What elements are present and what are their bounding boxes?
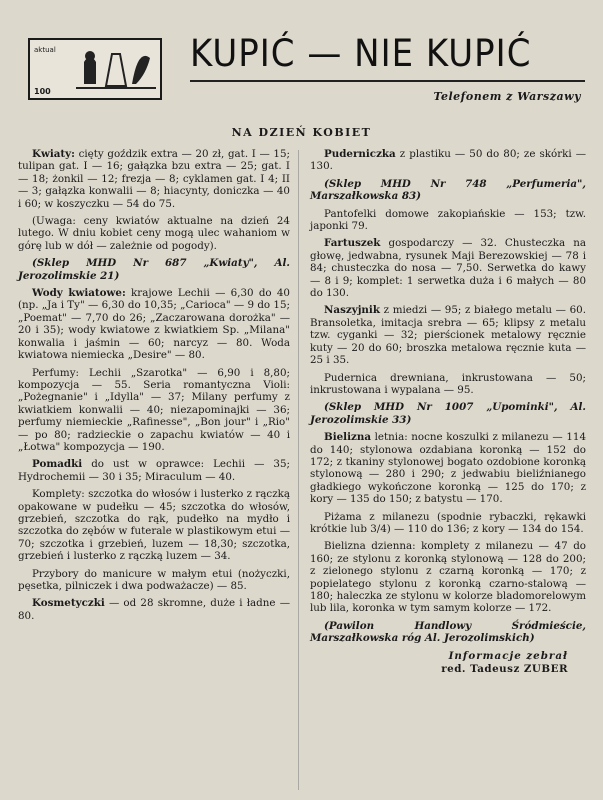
paragraph-text: Piżama z milanezu (spodnie rybaczki, rękawki krótkie lub 3/4) — 110 do 136; z kory — 134 do 154.	[310, 510, 586, 535]
article-paragraph	[18, 597, 290, 622]
article-paragraph	[18, 488, 290, 562]
paragraph-text: krajowe Lechii — 6,30 do 40 (np. „Ja i Ty" — 6,30 do 10,35; „Carioca" — 9 do 15; „Poemat" — 7,70 do 26; „Zaczarowana dorożka" — 20 i 35); wody kwiatowe z kwiatkiem Sp. „Milana" konwalia i jaśmin — 60; narcyz — 80. Woda kwiatowa niemiecka „Desire" — 80.	[18, 287, 290, 362]
byline: Telefonem z Warszawy	[433, 90, 581, 103]
paragraph-text: Przybory do manicure w małym etui (nożyczki, pęsetka, pilniczek i dwa podważacze) — 85.	[18, 567, 290, 592]
paragraph-text: (Uwaga: ceny kwiatów aktualne na dzień 24 lutego. W dniu kobiet ceny mogą ulec wahaniom w górę lub w dół — zależnie od pogody).	[18, 215, 290, 252]
left-column	[18, 148, 290, 627]
article-paragraph	[310, 237, 586, 299]
paragraph-text: Pudernica drewniana, inkrustowana — 50; inkrustowana i wypalana — 95.	[310, 371, 586, 396]
article-paragraph	[18, 287, 290, 361]
logo-illustration-icon	[76, 44, 156, 92]
paragraph-lead: Kwiaty:	[32, 148, 75, 160]
article-paragraph	[18, 215, 290, 252]
paragraph-lead: Naszyjnik	[324, 304, 380, 317]
paragraph-text: Perfumy: Lechii „Szarotka" — 6,90 i 8,80; kompozycja — 55. Seria romantyczna Violi: „Pożegnanie" i „Idylla" — 37; Milany perfumy z kwiatkiem konwalii — 40; niezapominajki — 36; perfumy niemieckie „Rafinesse", „Bon jour" i „Rio" — po 80; radzieckie o zapachu kwiatów — 40 i „Łotwa" kompozycja — 190.	[18, 366, 290, 453]
paragraph-text: cięty goździk extra — 20 zł, gat. I — 15; tulipan gat. I — 16; gałązka bzu extra — 25; gat. I — 18; żonkil — 12; frezja — 8; cyklamen gat. I 4; II — 3; gałązka konwalii — 8; hiacynty, doniczka — 40 i 60; w koszyczku — 54 do 75.	[18, 148, 290, 210]
paragraph-lead: Kosmetyczki	[32, 597, 105, 610]
signature-line-1: Informacje zebrał	[448, 649, 568, 662]
title-rule	[190, 80, 585, 82]
article-paragraph	[310, 431, 586, 505]
signature-line-2: red. Tadeusz ZUBER	[441, 663, 568, 676]
page-title: KUPIĆ — NIE KUPIĆ	[190, 32, 532, 76]
column-logo	[28, 38, 162, 100]
article-paragraph	[18, 148, 290, 210]
store-source: (Sklep MHD Nr 1007 „Upominki", Al. Jerozolimskie 33)	[310, 401, 586, 426]
paragraph-text: do ust w oprawce: Lechii — 35; Hydrochemii — 30 i 35; Miraculum — 40.	[18, 458, 290, 483]
paragraph-text: Bielizna dzienna: komplety z milanezu — 47 do 160; ze stylonu z koronką stylonową — 128 do 200; z zielonego stylonu z czarną koronką — 170; z popielatego stylonu z koronką czarno-stalową — 180; haleczka ze stylonu w kolorze bladomorelowym lub lila, koronka w tym samym kolorze — 172.	[310, 540, 586, 615]
section-title: NA DZIEŃ KOBIET	[231, 126, 372, 139]
article-paragraph	[18, 458, 290, 483]
paragraph-lead: Fartuszek	[324, 237, 381, 250]
store-source: (Pawilon Handlowy Śródmieście, Marszałkowska róg Al. Jerozolimskich)	[310, 619, 586, 645]
article-paragraph	[310, 304, 586, 366]
right-column	[310, 148, 586, 680]
paragraph-lead: Pomadki	[32, 458, 83, 471]
column-divider	[298, 150, 299, 790]
article-paragraph	[310, 511, 586, 536]
paragraph-text: z plastiku — 50 do 80; ze skórki — 130.	[310, 148, 586, 173]
paragraph-lead: Bielizna	[324, 431, 371, 444]
paragraph-text: Komplety: szczotka do włosów i lusterko z rączką opakowane w pudełku — 45; szczotka do włosów, grzebień, szczotka do rąk, pudełko na mydło i szczotka do zębów w futerale w plastikowym etui — 70; szczotka i grzebień, luzem — 18,30; szczotka, grzebień i lusterko z rączką luzem — 34.	[18, 488, 290, 563]
store-source: (Sklep MHD Nr 748 „Perfumeria", Marszałkowska 83)	[310, 177, 586, 203]
article-paragraph	[310, 540, 586, 614]
paragraph-text: letnia: nocne koszulki z milanezu — 114 do 140; stylonowa ozdabiana koronką — 152 do 172; z tkaniny stylonowej bogato ozdobione koronką stylonową — 280 i 290; z jedwabiu bieliźnianego gładkiego wykończone koronką — 125 do 170; z kory — 135 do 150; z batystu — 170.	[310, 431, 586, 506]
paragraph-text: gospodarczy — 32. Chusteczka na głowę, jedwabna, rysunek Maji Berezowskiej — 78 i 84; chusteczka do nosa — 7,50. Serwetka do kawy — 8 i 9; komplet: 1 serwetka duża i 6 małych — 80 do 130.	[310, 237, 586, 300]
article-paragraph	[18, 367, 290, 454]
store-source: (Sklep MHD Nr 687 „Kwiaty", Al. Jerozolimskie 21)	[18, 257, 290, 282]
article-paragraph	[18, 568, 290, 593]
article-paragraph	[310, 372, 586, 397]
paragraph-text: — od 28 skromne, duże i ładne — 80.	[18, 597, 290, 622]
logo-top-label: aktual	[34, 46, 56, 54]
logo-bottom-label: 100	[34, 87, 51, 96]
paragraph-text: z miedzi — 95; z białego metalu — 60. Bransoletka, imitacja srebra — 65; klipsy z metalu tzw. cyganki — 32; pierścionek metalowy ręcznie kuty — 20 do 60; broszka metalowa ręcznie kuta — 25 i 35.	[310, 304, 586, 367]
paragraph-lead: Wody kwiatowe:	[32, 287, 126, 300]
article-paragraph	[310, 148, 586, 173]
paragraph-lead: Puderniczka	[324, 148, 396, 160]
article-paragraph	[310, 208, 586, 233]
paragraph-text: Pantofelki domowe zakopiańskie — 153; tzw. japonki 79.	[310, 207, 586, 233]
